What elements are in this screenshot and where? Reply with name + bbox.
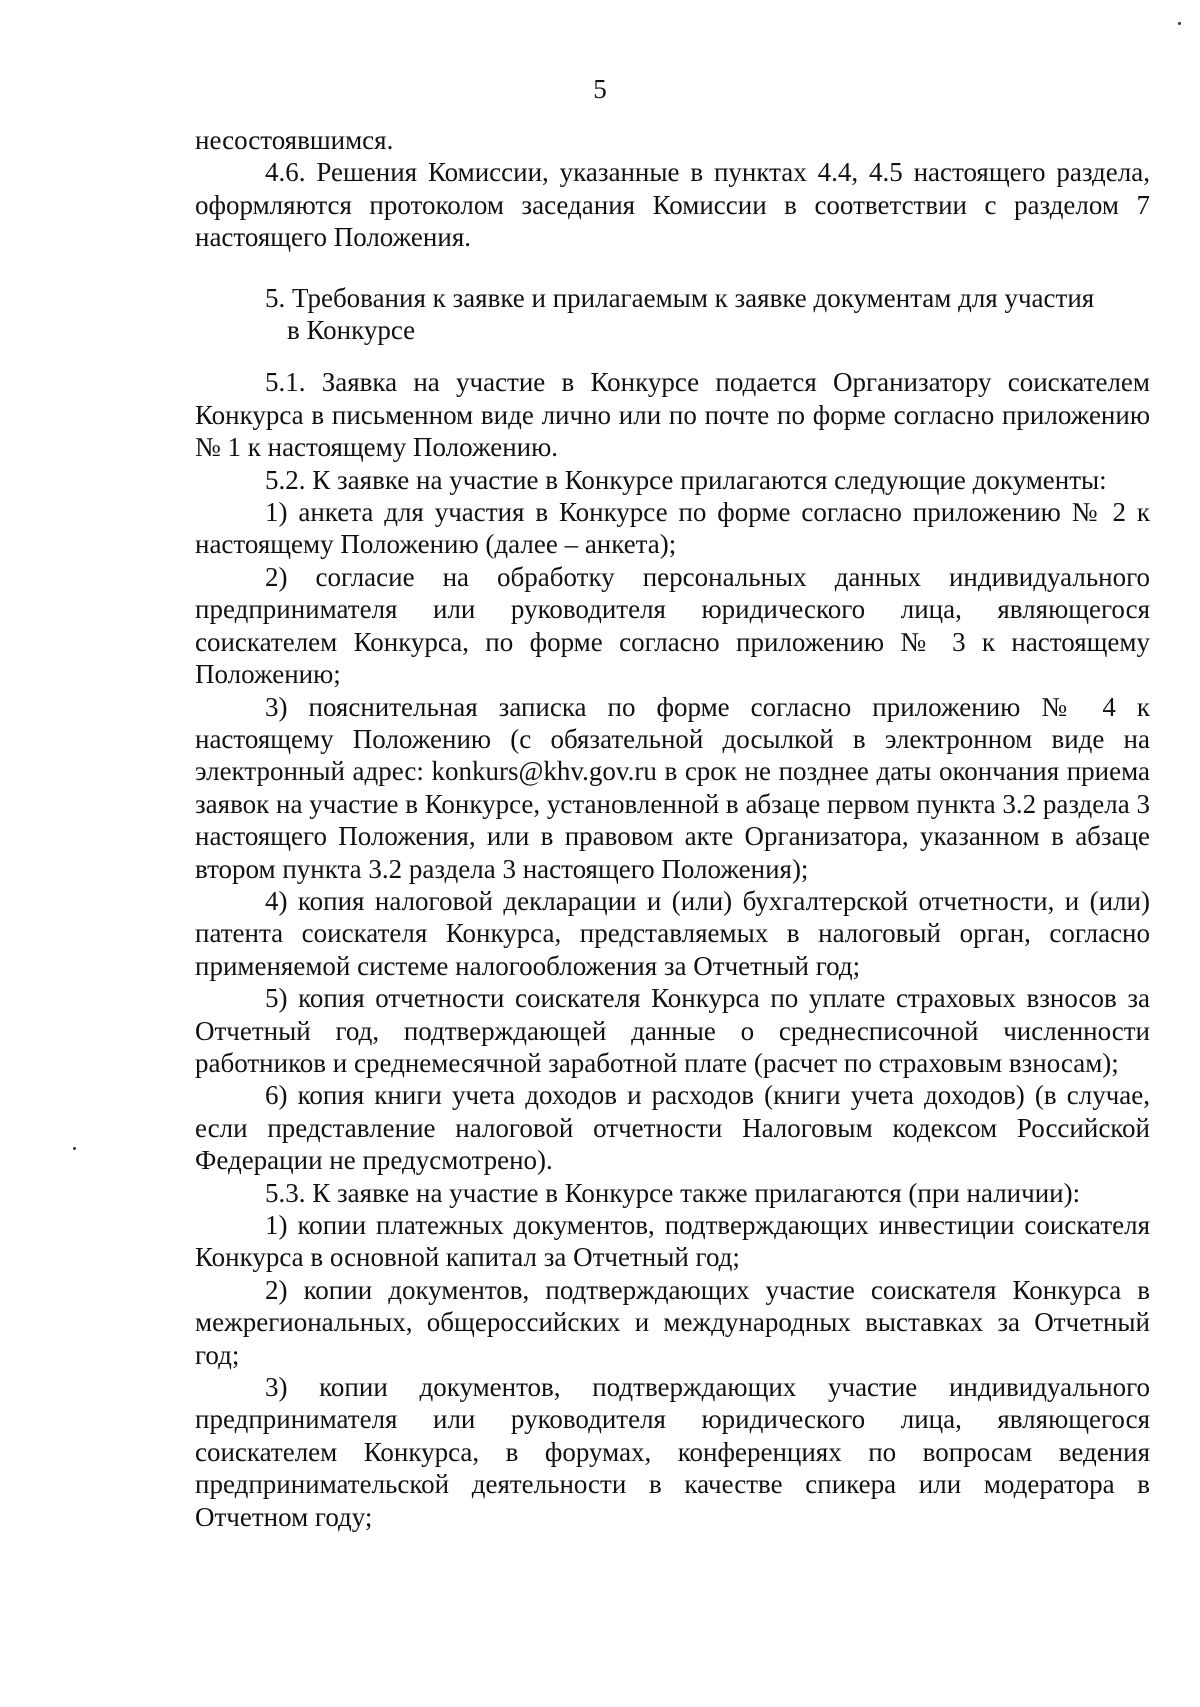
paragraph-5-3: 5.3. К заявке на участие в Конкурсе также прилагаются (при наличии):: [265, 1177, 1081, 1208]
scan-speck: [73, 1147, 76, 1150]
list-item-5-3-1: 1) копии платежных документов, подтверждающих инвестиции соискателя Конкурса в основной капитал за Отчетный год;: [195, 1210, 1150, 1273]
section-heading-line1: 5. Требования к заявке и прилагаемым к заявке документам для участия: [265, 282, 1095, 313]
paragraph-5-1: 5.1. Заявка на участие в Конкурсе подается Организатору соискателем Конкурса в письменном виде лично или по почте по форме согласно приложению № 1 к настоящему Положению.: [195, 367, 1150, 463]
list-item-5-2-4: 4) копия налоговой декларации и (или) бухгалтерской отчетности, и (или) патента соискателя Конкурса, представляемых в налоговый орган, согласно применяемой системе налогообложения за Отчетный год;: [195, 885, 1150, 981]
list-item-5-2-3: 3) пояснительная записка по форме согласно приложению № 4 к настоящему Положению (с обязательной досылкой в электронном виде на электронный адрес: konkurs@khv.gov.ru в срок не позднее даты окончания приема заявок на участие в Конкурсе, установленной в абзаце первом пункта 3.2 раздела 3 настоящего Положения, или в правовом акте Организатора, указанном в абзаце втором пункта 3.2 раздела 3 настоящего Положения);: [195, 691, 1150, 884]
scan-speck: [1178, 22, 1181, 25]
paragraph-5-2: 5.2. К заявке на участие в Конкурсе прилагаются следующие документы:: [265, 464, 1107, 495]
section-heading-line2: в Конкурсе: [287, 315, 416, 346]
document-body: [195, 124, 1150, 1533]
section-heading-5: [195, 282, 1150, 347]
list-item-5-3-2: 2) копии документов, подтверждающих участие соискателя Конкурса в межрегиональных, общероссийских и международных выставках за Отчетный год;: [195, 1274, 1150, 1370]
list-item-5-3-3: 3) копии документов, подтверждающих участие индивидуального предпринимателя или руководителя юридического лица, являющегося соискателем Конкурса, в форумах, конференциях по вопросам ведения предпринимательской деятельности в качестве спикера или модератора в Отчетном году;: [195, 1372, 1150, 1532]
paragraph-continuation: несостоявшимся.: [195, 125, 394, 155]
list-item-5-2-5: 5) копия отчетности соискателя Конкурса по уплате страховых взносов за Отчетный год, подтверждающей данные о среднесписочной численности работников и среднемесячной заработной плате (расчет по страховым взносам);: [195, 983, 1150, 1078]
paragraph-4-6: 4.6. Решения Комиссии, указанные в пунктах 4.4, 4.5 настоящего раздела, оформляются протоколом заседания Комиссии в соответствии с разделом 7 настоящего Положения.: [195, 157, 1150, 253]
page-number: 5: [593, 74, 607, 104]
list-item-5-2-2: 2) согласие на обработку персональных данных индивидуального предпринимателя или руководителя юридического лица, являющегося соискателем Конкурса, по форме согласно приложению № 3 к настоящему Положению;: [195, 561, 1150, 690]
list-item-5-2-6: 6) копия книги учета доходов и расходов (книги учета доходов) (в случае, если представление налоговой отчетности Налоговым кодексом Российской Федерации не предусмотрено).: [195, 1080, 1150, 1176]
list-item-5-2-1: 1) анкета для участия в Конкурсе по форме согласно приложению № 2 к настоящему Положению (далее – анкета);: [195, 497, 1150, 560]
